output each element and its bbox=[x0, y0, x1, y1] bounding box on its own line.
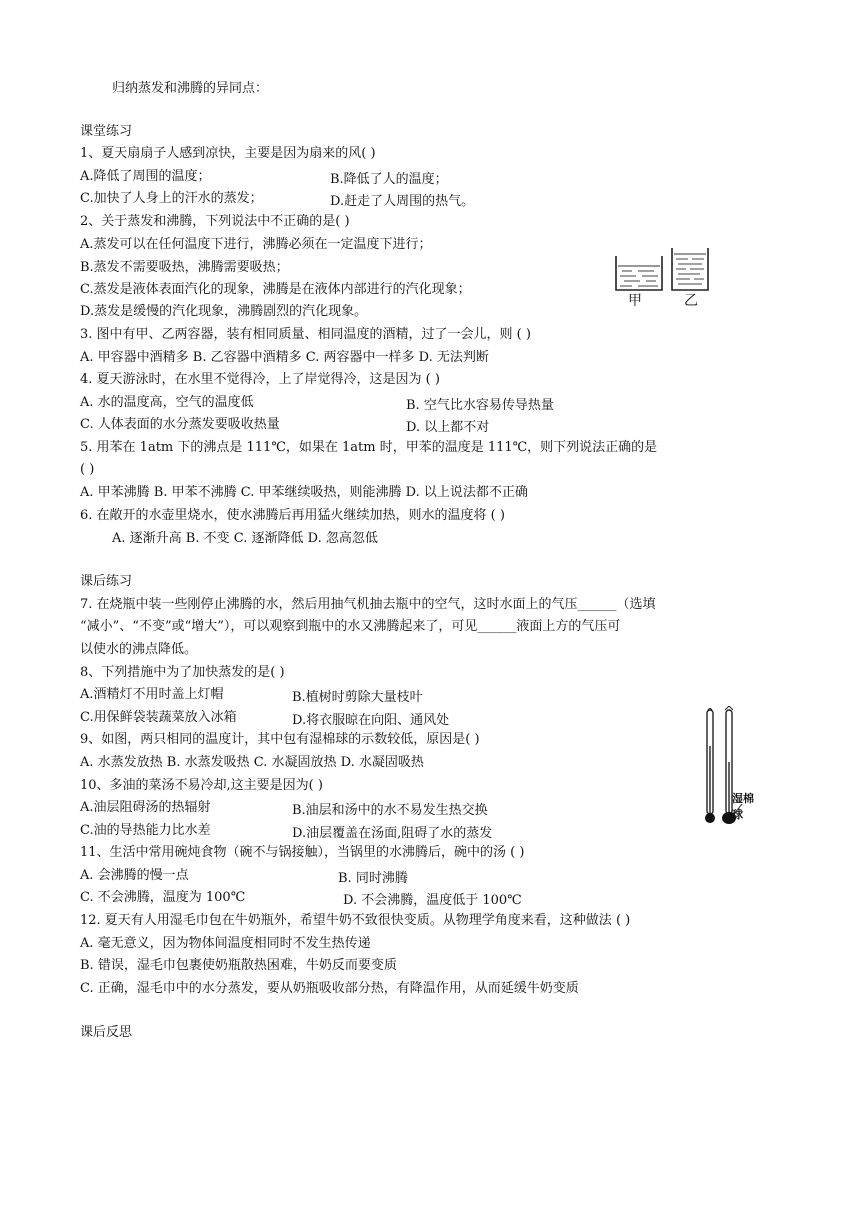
q6-stem: 6. 在敞开的水壶里烧水，使水沸腾后再用猛火继续加热，则水的温度将 ( ) bbox=[80, 508, 505, 523]
q4-option-a: A. 水的温度高，空气的温度低 bbox=[80, 395, 254, 410]
q5-options: A. 甲苯沸腾 B. 甲苯不沸腾 C. 甲苯继续吸热，则能沸腾 D. 以上说法都不正确 bbox=[80, 485, 528, 500]
q11-option-b: B. 同时沸腾 bbox=[338, 871, 408, 886]
thermometers-figure bbox=[696, 706, 764, 834]
q1-option-d: D.赶走了人周围的热气。 bbox=[330, 194, 475, 209]
q10-stem: 10、多油的菜汤不易冷却,这主要是因为( ) bbox=[80, 778, 323, 793]
q10-option-a: A.油层阻碍汤的热辐射 bbox=[80, 800, 211, 815]
q9-options: A. 水蒸发放热 B. 水蒸发吸热 C. 水凝固放热 D. 水凝固吸热 bbox=[80, 755, 424, 770]
q11-option-d: D. 不会沸腾，温度低于 100℃ bbox=[343, 893, 522, 908]
intro-heading: 归纳蒸发和沸腾的异同点： bbox=[112, 81, 269, 96]
q10-option-c: C.油的导热能力比水差 bbox=[80, 823, 211, 838]
q4-option-c: C. 人体表面的水分蒸发要吸收热量 bbox=[80, 417, 280, 432]
q8-option-d: D.将衣服晾在向阳、通风处 bbox=[292, 713, 450, 728]
section-classroom-practice: 课堂练习 bbox=[80, 124, 133, 139]
q2-option-c: C.蒸发是液体表面汽化的现象，沸腾是在液体内部进行的汽化现象； bbox=[80, 282, 471, 297]
q12-option-b: B. 错误，湿毛巾包裹使奶瓶散热困难，牛奶反而要变质 bbox=[80, 958, 397, 973]
q3-options: A. 甲容器中酒精多 B. 乙容器中酒精多 C. 两容器中一样多 D. 无法判断 bbox=[80, 350, 489, 365]
containers-figure bbox=[612, 244, 714, 310]
q10-option-b: B.油层和汤中的水不易发生热交换 bbox=[292, 803, 488, 818]
q12-option-a: A. 毫无意义，因为物体间温度相同时不发生热传递 bbox=[80, 936, 371, 951]
q7-line-3: 以使水的沸点降低。 bbox=[80, 642, 198, 657]
q4-option-d: D. 以上都不对 bbox=[406, 420, 490, 435]
q8-option-c: C.用保鲜袋装蔬菜放入冰箱 bbox=[80, 710, 237, 725]
section-after-class-practice: 课后练习 bbox=[80, 574, 133, 589]
wet-cotton-label: 湿棉球 bbox=[732, 792, 754, 821]
q11-option-c: C. 不会沸腾，温度为 100℃ bbox=[80, 890, 246, 905]
q1-option-a: A.降低了周围的温度； bbox=[80, 169, 211, 184]
q5-paren: ( ) bbox=[80, 462, 95, 477]
q9-stem: 9、如图，两只相同的温度计，其中包有湿棉球的示数较低，原因是( ) bbox=[80, 732, 480, 747]
q10-option-d: D.油层覆盖在汤面,阻碍了水的蒸发 bbox=[292, 826, 493, 841]
q8-option-b: B.植树时剪除大量枝叶 bbox=[292, 690, 423, 705]
q7-line-1: 7. 在烧瓶中装一些刚停止沸腾的水，然后用抽气机抽去瓶中的空气，这时水面上的气压______（选填 bbox=[80, 597, 656, 612]
q8-stem: 8、下列措施中为了加快蒸发的是( ) bbox=[80, 665, 285, 680]
q4-option-b: B. 空气比水容易传导热量 bbox=[406, 398, 554, 413]
q1-option-b: B.降低了人的温度； bbox=[330, 172, 448, 187]
section-reflection: 课后反思 bbox=[80, 1025, 133, 1040]
q12-stem: 12. 夏天有人用湿毛巾包在牛奶瓶外，希望牛奶不致很快变质。从物理学角度来看，这种做法 ( ) bbox=[80, 913, 631, 928]
q7-line-2: “减小”、“不变”或“增大”），可以观察到瓶中的水又沸腾起来了，可见______液面上方的气压可 bbox=[80, 619, 621, 634]
q3-stem: 3. 图中有甲、乙两容器，装有相同质量、相同温度的酒精，过了一会儿，则 ( ) bbox=[80, 327, 531, 342]
q11-option-a: A. 会沸腾的慢一点 bbox=[80, 868, 189, 883]
container-yi-label: 乙 bbox=[684, 293, 698, 309]
q6-options: A. 逐渐升高 B. 不变 C. 逐渐降低 D. 忽高忽低 bbox=[112, 531, 378, 546]
q8-option-a: A.酒精灯不用时盖上灯帽 bbox=[80, 687, 224, 702]
q4-stem: 4. 夏天游泳时，在水里不觉得冷，上了岸觉得冷，这是因为 ( ) bbox=[80, 372, 440, 387]
q12-option-c: C. 正确，湿毛巾中的水分蒸发，要从奶瓶吸收部分热，有降温作用，从而延缓牛奶变质 bbox=[80, 981, 579, 996]
container-jia-label: 甲 bbox=[628, 293, 642, 309]
q1-stem: 1、夏天扇扇子人感到凉快，主要是因为扇来的风( ) bbox=[80, 146, 376, 161]
q2-stem: 2、关于蒸发和沸腾，下列说法中不正确的是( ) bbox=[80, 214, 350, 229]
q11-stem: 11、生活中常用碗炖食物（碗不与锅接触），当锅里的水沸腾后，碗中的汤 ( ) bbox=[80, 845, 525, 860]
q2-option-d: D.蒸发是缓慢的汽化现象，沸腾剧烈的汽化现象。 bbox=[80, 304, 368, 319]
q5-stem: 5. 用苯在 1atm 下的沸点是 111℃，如果在 1atm 时，甲苯的温度是 111℃，则下列说法正确的是 bbox=[80, 440, 658, 455]
q2-option-b: B.蒸发不需要吸热，沸腾需要吸热； bbox=[80, 260, 289, 275]
q1-option-c: C.加快了人身上的汗水的蒸发； bbox=[80, 191, 263, 206]
q2-option-a: A.蒸发可以在任何温度下进行，沸腾必须在一定温度下进行； bbox=[80, 237, 432, 252]
